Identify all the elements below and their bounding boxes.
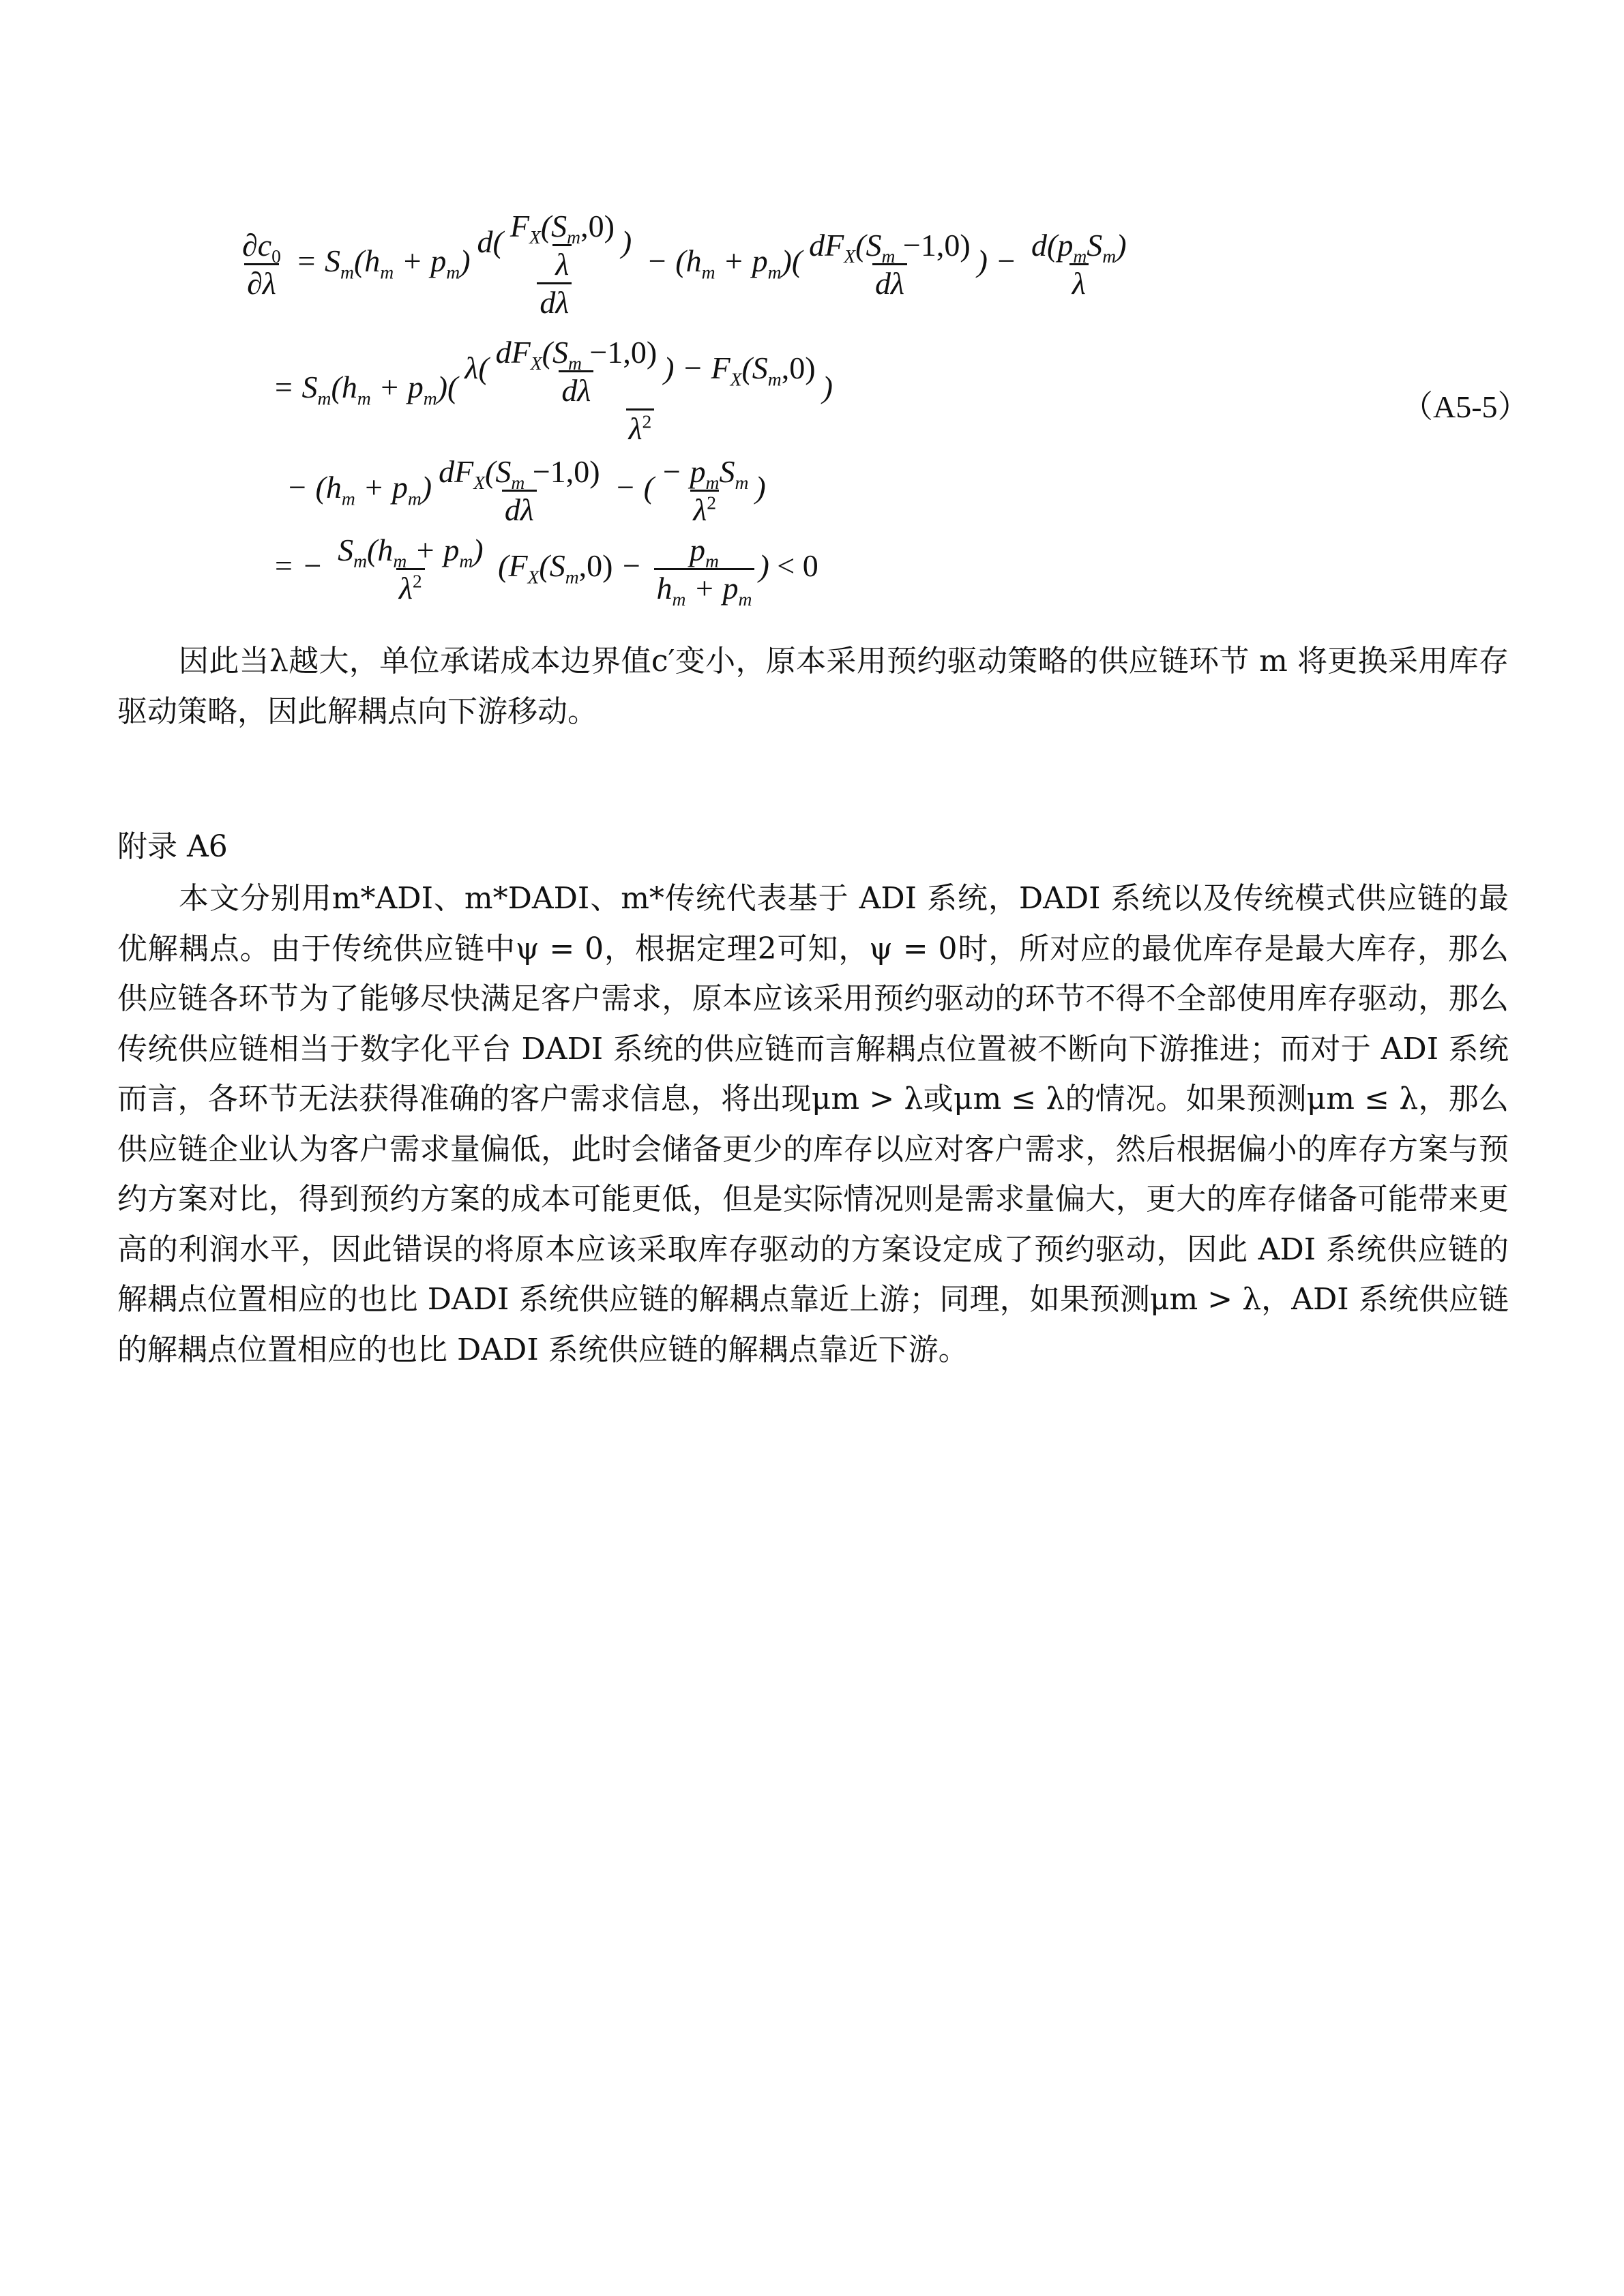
body-paragraph-1: 因此当λ越大，单位承诺成本边界值c′变小，原本采用预约驱动策略的供应链环节 m 将更换采用库存驱动策略，因此解耦点向下游移动。: [117, 644, 1509, 729]
appendix-title: 附录 A6: [117, 829, 228, 864]
equation-line-2: = $S_m(h_m + p_m)$( λ( $\frac{dF_X(S_m -1,0)}{d\lambda}$ ) − $F_X(S_m,0)$ $\lambda^2$ ): [273, 335, 833, 446]
equation-line-1: $\frac{\partial c_0}{\partial\lambda}$ = $S_m(h_m + p_m)$ d( $\frac{F_X(S_m,0)}{\lambda}$ ) dλ − $(h_m + p_m)$( $\frac{dF_X(S_m -1,0)}{d\lambda}$ ) − $\frac{d(p_mS_m)}{\lambda}$: [242, 209, 1127, 320]
equation-line-3: − $(h_m + p_m)$ $\frac{dF_X(S_m -1,0)}{d\lambda}$ − ( $\frac{- p_mS_m}{\lambda^2}$ ): [286, 454, 766, 527]
body-paragraph-2: 本文分别用m*ADI、m*DADI、m*传统代表基于 ADI 系统，DADI 系统以及传统模式供应链的最优解耦点。由于传统供应链中ψ = 0，根据定理2可知，ψ = 0时，所对应的最优库存是最大库存，那么供应链各环节为了能够尽快满足客户需求，原本应该采用预约驱动的环节不得不全部使用库存驱动，那么传统供应链相当于数字化平台 DADI 系统的供应链而言解耦点位置被不断向下游推进；而对于 ADI 系统而言，各环节无法获得准确的客户需求信息，将出现μm > λ或μm ≤ λ的情况。如果预测μm ≤ λ，那么供应链企业认为客户需求量偏低，此时会储备更少的库存以应对客户需求，然后根据偏小的库存方案与预约方案对比，得到预约方案的成本可能更低，但是实际情况则是需求量偏大，更大的库存储备可能带来更高的利润水平，因此错误的将原本应该采取库存驱动的方案设定成了预约驱动，因此 ADI 系统供应链的解耦点位置相应的也比 DADI 系统供应链的解耦点靠近上游；同理，如果预测μm > λ，ADI 系统供应链的解耦点位置相应的也比 DADI 系统供应链的解耦点靠近下游。: [117, 881, 1509, 1367]
equation-inequality: < 0: [777, 548, 818, 584]
equation-line-4: = − $\frac{S_m(h_m + p_m)}{\lambda^2}$ ($F_X(S_m,0)$ − $\frac{p_m}{h_m + p_m}$ ) < 0: [273, 533, 818, 610]
equation-number: （A5-5）: [1402, 389, 1529, 424]
